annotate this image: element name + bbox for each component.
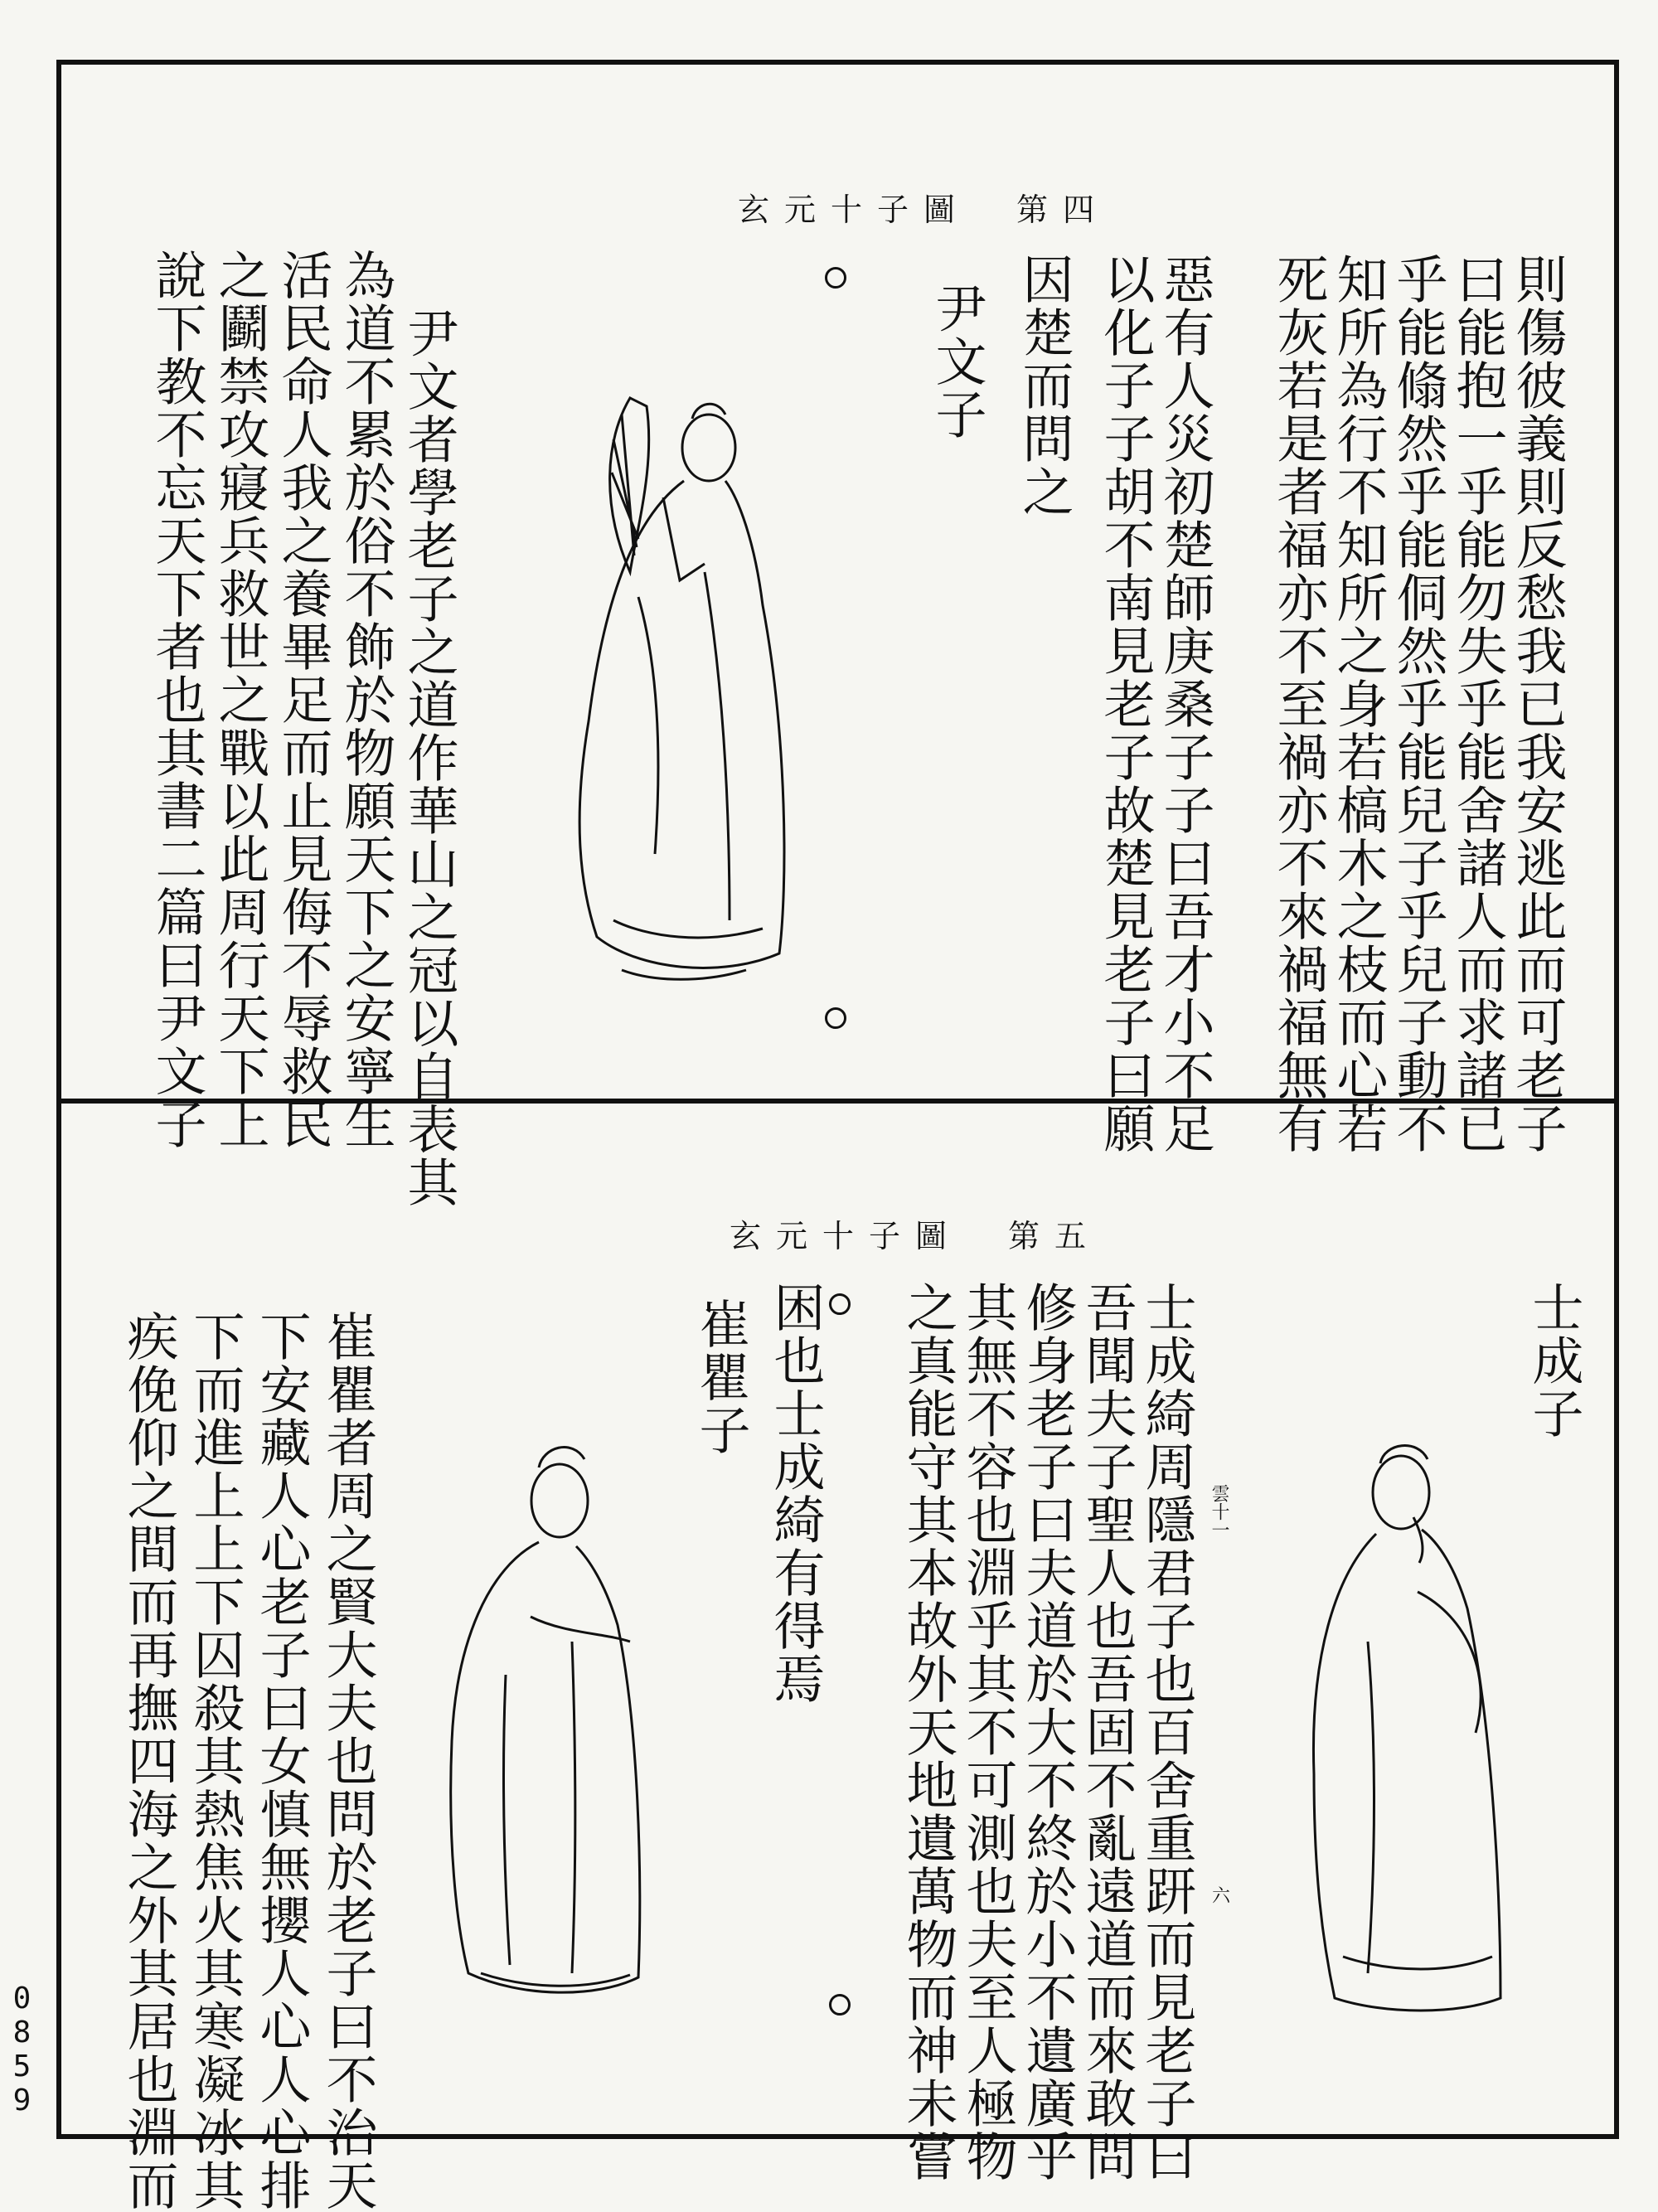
- top-text-col-8: 因楚而問之: [1014, 253, 1074, 518]
- bottom-header: 玄元十子圖 第五: [730, 1218, 1102, 1254]
- page-number: 0859: [5, 1982, 39, 2117]
- marker-circle: [825, 1007, 846, 1029]
- bottom-text-col-1: 士成綺周隱君子也百舍重趼而見老子曰: [1137, 1281, 1197, 2183]
- bottom-text-col-2: 吾聞夫子聖人也吾固不亂遠道而來敢問: [1077, 1281, 1137, 2183]
- bottom-left-col-4: 疾俛仰之間而再撫四海之外其居也淵而: [119, 1310, 179, 2212]
- bottom-name-right: 士成子: [1524, 1281, 1584, 1440]
- marker-circle: [825, 267, 846, 289]
- figure-illustration-yinwenzi: [539, 390, 812, 987]
- bottom-text-col-3: 修身老子曰夫道於大不終於小不遺廣乎: [1017, 1281, 1078, 2183]
- bottom-left-col-3: 下而進上上下囚殺其熱焦火其寒凝冰其: [185, 1310, 245, 2212]
- bottom-text-col-6: 困也士成綺有得焉: [765, 1281, 826, 1705]
- bottom-text-col-4: 其無不容也淵乎其不可測也夫至人極物: [957, 1281, 1018, 2183]
- marker-circle: [829, 1293, 851, 1315]
- top-text-col-6: 惡有人災初楚師庚桑子子曰吾才小不足: [1155, 253, 1215, 1155]
- marker-circle: [829, 1994, 851, 2016]
- marginal-note-2: 六: [1212, 1886, 1231, 1907]
- bottom-name-label: 崔瞿子: [691, 1298, 751, 1457]
- top-left-col-4: 之鬬禁攻寢兵救世之戰以此周行天下上: [210, 249, 270, 1151]
- top-left-col-5: 說下教不忘天下者也其書二篇曰尹文子: [147, 249, 207, 1151]
- bottom-left-col-2: 下安藏人心老子曰女慎無攖人心人心排: [251, 1310, 312, 2212]
- top-text-col-4: 知所為行不知所之身若槁木之枝而心若: [1328, 253, 1389, 1155]
- top-text-col-7: 以化子子胡不南見老子故楚見老子曰願: [1095, 253, 1156, 1155]
- top-left-col-2: 為道不累於俗不飾於物願天下之安寧生: [336, 249, 396, 1151]
- top-text-col-5: 死灰若是者福亦不至禍亦不來禍福無有: [1268, 253, 1329, 1155]
- top-left-col-3: 活民命人我之養畢足而止見侮不辱救民: [273, 249, 333, 1151]
- figure-illustration-shichengzi: [1277, 1426, 1525, 2023]
- marginal-note: 雲十一: [1209, 1484, 1229, 1539]
- bottom-left-col-1: 崔瞿者周之賢大夫也問於老子曰不治天: [318, 1310, 378, 2212]
- top-text-col-1: 則傷彼義則反愁我已我安逃此而可老子: [1507, 253, 1568, 1155]
- figure-illustration-cuiquzi: [406, 1426, 680, 2006]
- top-text-col-3: 乎能翛然乎能侗然乎能兒子乎兒子動不: [1388, 253, 1448, 1155]
- top-name-label: 尹文子: [927, 282, 987, 441]
- bottom-text-col-5: 之真能守其本故外天地遺萬物而神未嘗: [898, 1281, 958, 2183]
- top-left-col-1: 尹文者學老子之道作華山之冠以自表其: [399, 307, 459, 1209]
- top-header: 玄元十子圖 第四: [738, 192, 1110, 228]
- top-text-col-2: 曰能抱一乎能勿失乎能舍諸人而求諸已: [1447, 253, 1508, 1155]
